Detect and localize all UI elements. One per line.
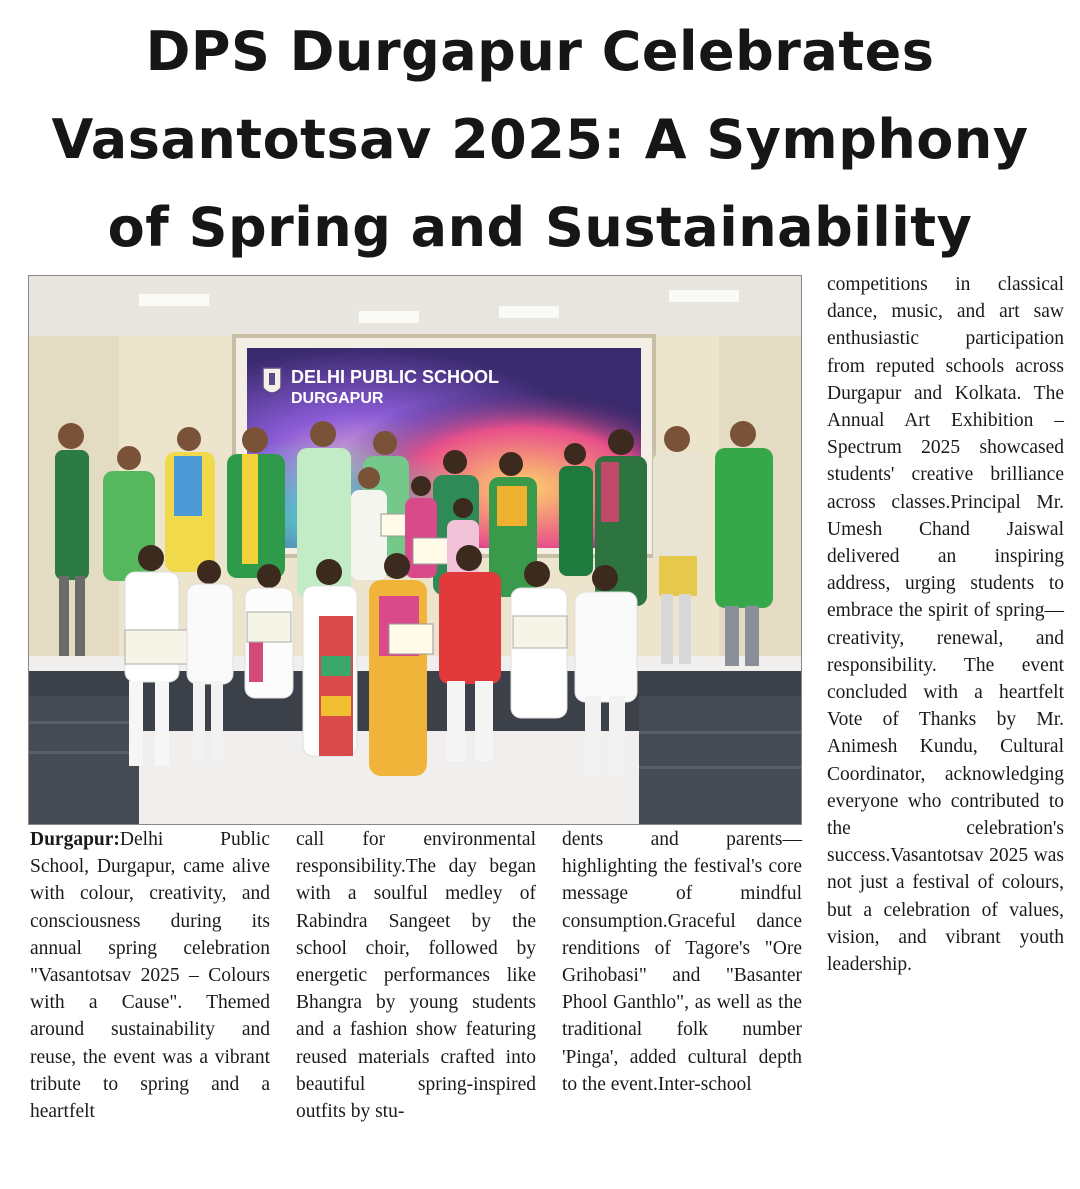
school-crest-icon bbox=[263, 368, 281, 393]
banner-school-name: DELHI PUBLIC SCHOOL bbox=[291, 367, 500, 387]
article-column-4: competitions in classical dance, music, and art saw enthusiastic participation from reputed schools across Durgapur and Kolkata. The Annual Art Exhibition – Spectrum 2025 showcased students' creative brilliance across classes.Principal Mr. Umesh Chand Jaiswal delivered an inspiring address, urging students to embrace the spirit of spring—creativity, renewal, and responsibility. The event concluded with a heartfelt Vote of Thanks by Mr. Animesh Kundu, Cultural Coordinator, acknowledging everyone who contributed to the celebration's success.Vasantotsav 2025 was not just a festival of colours, but a celebration of values, vision, and vibrant youth leadership. bbox=[827, 274, 1064, 976]
column-1-text: Delhi Public School, Durgapur, came alive with colour, creativity, and consciousness during its annual spring celebration "Vasantotsav 2025 – Colours with a Cause". Themed around sustainability and reuse, the event was a vibrant tribute to spring and a heartfelt bbox=[30, 829, 270, 1123]
right-steps bbox=[639, 696, 802, 825]
article-column-3: dents and parents—highlighting the festival's core message of mindful consumption.Graceful dance renditions of Tagore's "Ore Grihobasi" and "Basanter Phool Ganthlo", as well as the traditional folk number 'Pinga', added cultural depth to the event.Inter-school bbox=[562, 829, 802, 1095]
dateline: Durgapur: bbox=[30, 829, 120, 850]
group-photo bbox=[28, 275, 802, 825]
group-photo-illustration bbox=[29, 276, 802, 825]
left-steps bbox=[29, 696, 139, 825]
article-column-2: call for environmental responsibility.The day began with a soulful medley of Rabindra Sangeet by the school choir, followed by energetic performances like Bhangra by young students and a fashion show featuring reused materials crafted into beautiful spring-inspired outfits by stu- bbox=[296, 829, 536, 1123]
article-column-1 bbox=[30, 826, 270, 1125]
banner-school-city: DURGAPUR bbox=[291, 390, 384, 407]
headline: DPS Durgapur Celebrates Vasantotsav 2025: A Symphony of Spring and Sustainability bbox=[51, 20, 1029, 259]
